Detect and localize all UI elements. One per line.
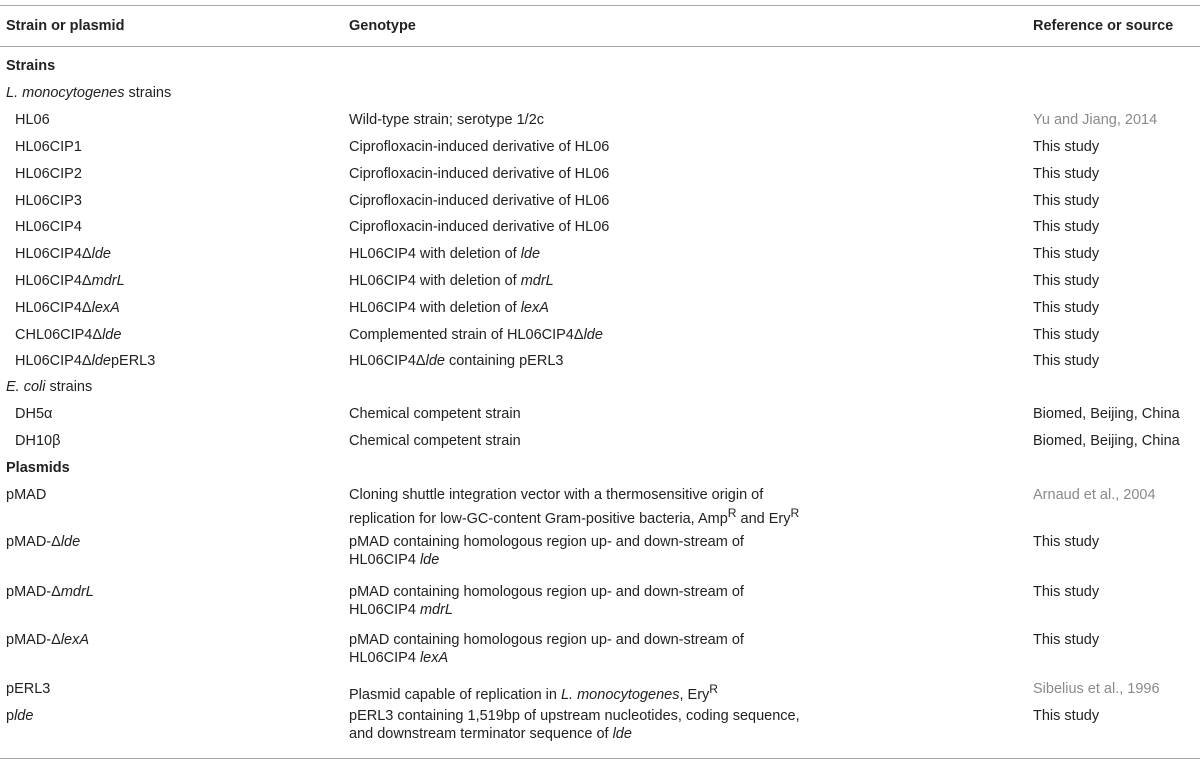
strain-name: DH10β	[15, 433, 61, 449]
subsection-label: L. monocytogenes strains	[6, 85, 172, 101]
reference-cell: This study	[1033, 273, 1100, 289]
genotype-cell: Cloning shuttle integration vector with a thermosensitive origin of replication for low-GC-content Gram-positive bacteria, Amp$^R$ and Ery$^R$	[349, 487, 800, 527]
header-genotype: Genotype	[349, 18, 416, 34]
genotype-cell: pERL3 containing 1,519bp of upstream nucleotides, coding sequence, and downstream terminator sequence of lde	[349, 708, 800, 742]
reference-cell: This study	[1033, 534, 1100, 550]
reference-cell: This study	[1033, 353, 1100, 369]
plasmid-name: pMAD	[6, 487, 47, 503]
strain-name: HL06CIP4ΔmdrL	[15, 273, 125, 289]
table-top-rule	[0, 5, 1200, 6]
strain-name: HL06CIP4ΔlexA	[15, 300, 120, 316]
genotype-cell: Complemented strain of HL06CIP4Δlde	[349, 327, 603, 343]
reference-cell: This study	[1033, 193, 1100, 209]
genotype-cell: Ciprofloxacin-induced derivative of HL06	[349, 139, 610, 155]
reference-cell: Biomed, Beijing, China	[1033, 406, 1180, 422]
strain-name: DH5α	[15, 406, 53, 422]
plasmid-name: plde	[6, 708, 34, 724]
section-label: Strains	[6, 58, 56, 74]
reference-cell: This study	[1033, 300, 1100, 316]
genotype-cell: Wild-type strain; serotype 1/2c	[349, 112, 545, 128]
strain-name: HL06CIP3	[15, 193, 82, 209]
reference-cell: This study	[1033, 632, 1100, 648]
strain-name: HL06CIP1	[15, 139, 82, 155]
reference-cell: This study	[1033, 584, 1100, 600]
reference-link[interactable]: Arnaud et al., 2004	[1033, 487, 1156, 503]
reference-cell: This study	[1033, 219, 1100, 235]
genotype-cell: pMAD containing homologous region up- and down-stream of HL06CIP4 lexA	[349, 632, 744, 666]
plasmid-name: pMAD-Δlde	[6, 534, 81, 550]
genotype-cell: Chemical competent strain	[349, 406, 521, 422]
subsection-label: E. coli strains	[6, 379, 93, 395]
table-bottom-rule	[0, 758, 1200, 759]
strain-name: HL06CIP4	[15, 219, 82, 235]
header-reference: Reference or source	[1033, 18, 1174, 34]
genotype-cell: Ciprofloxacin-induced derivative of HL06	[349, 193, 610, 209]
reference-cell: This study	[1033, 139, 1100, 155]
strain-name: HL06CIP4Δlde	[15, 246, 111, 262]
strain-name: CHL06CIP4Δlde	[15, 327, 122, 343]
genotype-cell: Ciprofloxacin-induced derivative of HL06	[349, 166, 610, 182]
reference-cell: Biomed, Beijing, China	[1033, 433, 1180, 449]
genotype-cell: pMAD containing homologous region up- and down-stream of HL06CIP4 lde	[349, 534, 744, 568]
plasmid-name: pERL3	[6, 681, 51, 697]
header-strain-or-plasmid: Strain or plasmid	[6, 18, 125, 34]
plasmid-name: pMAD-ΔmdrL	[6, 584, 94, 600]
reference-cell: This study	[1033, 708, 1100, 724]
genotype-cell: HL06CIP4 with deletion of lexA	[349, 300, 549, 316]
genotype-cell: Plasmid capable of replication in L. monocytogenes, Ery$^R$	[349, 682, 719, 703]
genotype-cell: HL06CIP4Δlde containing pERL3	[349, 353, 564, 369]
reference-cell: This study	[1033, 327, 1100, 343]
reference-cell: This study	[1033, 246, 1100, 262]
genotype-cell: pMAD containing homologous region up- and down-stream of HL06CIP4 mdrL	[349, 584, 744, 618]
genotype-cell: Ciprofloxacin-induced derivative of HL06	[349, 219, 610, 235]
section-label: Plasmids	[6, 460, 70, 476]
reference-link[interactable]: Yu and Jiang, 2014	[1033, 112, 1158, 128]
genotype-cell: HL06CIP4 with deletion of mdrL	[349, 273, 554, 289]
genotype-cell: Chemical competent strain	[349, 433, 521, 449]
header-rule	[0, 46, 1200, 47]
strain-name: HL06CIP2	[15, 166, 82, 182]
reference-link[interactable]: Sibelius et al., 1996	[1033, 681, 1160, 697]
strain-name: HL06CIP4ΔldepERL3	[15, 353, 156, 369]
reference-cell: This study	[1033, 166, 1100, 182]
genotype-cell: HL06CIP4 with deletion of lde	[349, 246, 541, 262]
strain-name: HL06	[15, 112, 50, 128]
plasmid-name: pMAD-ΔlexA	[6, 632, 90, 648]
